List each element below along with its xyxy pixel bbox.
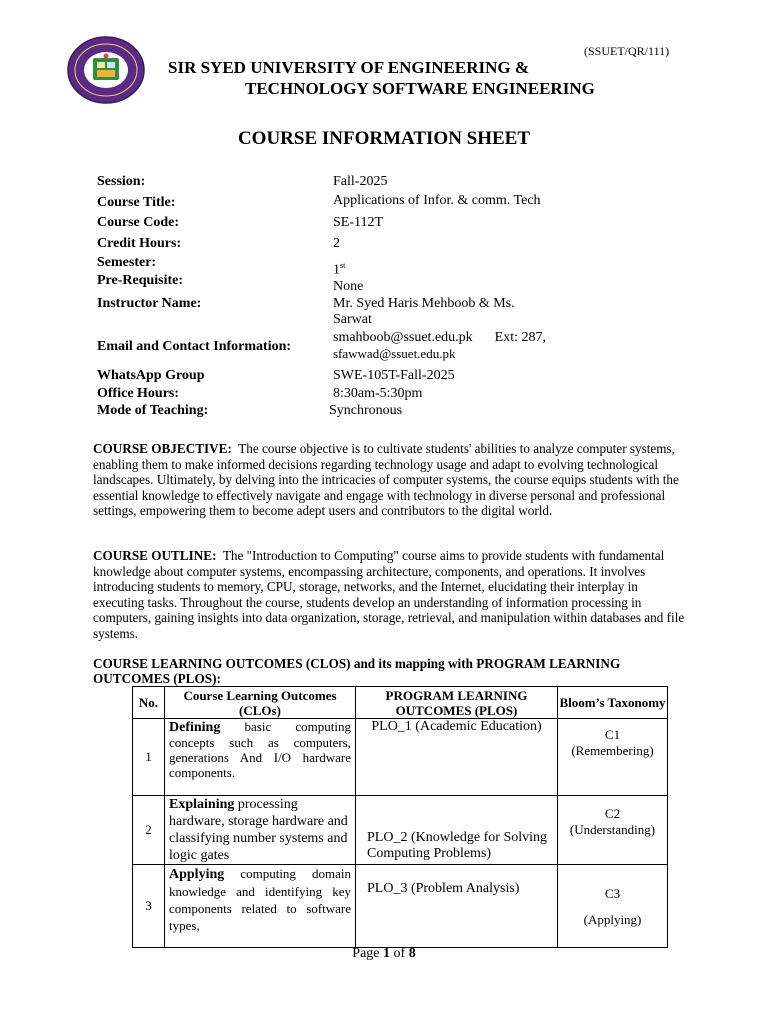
- objective-text: The course objective is to cultivate students' abilities to analyze computer systems, enabling them to make informed decisions regarding technology usage and adapt to evolving technological landscapes. Ultimately, by delving into the intricacies of computer systems, the course equips students with the essential knowledge to effectively navigate and engage with technology in diverse personal and professional settings, empowering them to become adept users and contributors to the digital world.: [93, 441, 679, 518]
- clo-text: processing hardware, storage hardware and classifying number systems and logic gates: [169, 797, 348, 863]
- mode-value: Synchronous: [329, 403, 403, 418]
- clo-verb: Applying: [169, 867, 225, 882]
- session-value: Fall-2025: [333, 174, 388, 189]
- bloom-cell: [558, 796, 668, 865]
- outline-heading: COURSE OUTLINE:: [93, 548, 217, 563]
- course-title-label: Course Title:: [97, 195, 176, 210]
- clo-text: computing domain knowledge and identifying key components related to software types,: [169, 866, 351, 933]
- university-name-line2: TECHNOLOGY SOFTWARE ENGINEERING: [245, 79, 595, 98]
- bloom-cell: [558, 865, 668, 948]
- table-row: [133, 796, 668, 865]
- semester-number: 1: [333, 262, 340, 278]
- plo-mapping: PLO_2 (Knowledge for Solving Computing Problems): [356, 796, 558, 865]
- bloom-code: C1: [604, 727, 621, 742]
- instructor-line1: Mr. Syed Haris Mehboob & Ms.: [333, 296, 515, 311]
- email-label: Email and Contact Information:: [97, 339, 292, 354]
- clo-verb: Defining: [169, 720, 221, 735]
- whatsapp-value: SWE-105T-Fall-2025: [333, 368, 455, 383]
- column-header-no: No.: [133, 687, 165, 719]
- university-name-line1: SIR SYED UNIVERSITY OF ENGINEERING &: [168, 58, 530, 77]
- clo-description: [165, 865, 356, 948]
- objective-heading: COURSE OBJECTIVE:: [93, 441, 232, 456]
- course-outline: [93, 548, 685, 641]
- page-footer: [0, 946, 768, 962]
- outline-text: The "Introduction to Computing" course aims to provide students with fundamental knowledge about computer systems, encompassing architecture, components, and operations. It involves introducing students to memory, CPU, storage, networks, and the Internet, elucidating their interplay in executing tasks. Throughout the course, students develop an understanding of information processing in computers, gaining insights into data organization, storage, retrieval, and manipulation within databases and file systems.: [93, 548, 685, 641]
- prerequisite-value: None: [333, 279, 364, 294]
- instructor-label: Instructor Name:: [97, 296, 202, 311]
- semester-label: Semester:: [97, 255, 157, 270]
- course-code-label: Course Code:: [97, 215, 180, 230]
- row-number: 1: [133, 719, 165, 796]
- column-header-plo: PROGRAM LEARNING OUTCOMES (PLOS): [356, 687, 558, 719]
- column-header-clo: Course Learning Outcomes (CLOs): [165, 687, 356, 719]
- semester-value: [333, 261, 345, 279]
- bloom-code: C3: [604, 886, 621, 901]
- extension: Ext: 287,: [494, 330, 547, 345]
- credit-hours-label: Credit Hours:: [97, 236, 182, 251]
- table-row: [133, 719, 668, 796]
- plo-mapping: PLO_3 (Problem Analysis): [356, 865, 558, 948]
- page-word: Page: [352, 946, 380, 961]
- whatsapp-label: WhatsApp Group: [97, 368, 205, 383]
- page-current: 1: [383, 946, 391, 961]
- email-primary: smahboob@ssuet.edu.pk: [333, 330, 473, 345]
- credit-hours-value: 2: [333, 236, 340, 251]
- course-objective: [93, 441, 685, 519]
- university-seal-icon: [66, 36, 146, 104]
- page-total: 8: [408, 946, 416, 961]
- row-number: 3: [133, 865, 165, 948]
- clo-table: [132, 686, 668, 948]
- form-code: (SSUET/QR/111): [584, 44, 670, 58]
- university-logo: [66, 36, 146, 104]
- mode-label: Mode of Teaching:: [97, 403, 209, 418]
- clo-verb: Explaining: [169, 797, 235, 812]
- email-secondary: sfawwad@ssuet.edu.pk: [333, 346, 456, 361]
- email-line1: [333, 330, 546, 346]
- plo-mapping: PLO_1 (Academic Education): [356, 719, 558, 796]
- row-number: 2: [133, 796, 165, 865]
- page-title: COURSE INFORMATION SHEET: [237, 128, 531, 149]
- clo-text: basic computing concepts such as computers, generations And I/O hardware components.: [169, 719, 351, 780]
- session-label: Session:: [97, 174, 146, 189]
- bloom-level: (Understanding): [569, 822, 656, 837]
- bloom-level: (Remembering): [571, 743, 654, 758]
- bloom-cell: [558, 719, 668, 796]
- column-header-bloom: Bloom’s Taxonomy: [558, 687, 668, 719]
- clo-description: [165, 719, 356, 796]
- clo-section-heading: COURSE LEARNING OUTCOMES (CLOS) and its mapping with PROGRAM LEARNING OUTCOMES (PLOS):: [93, 656, 621, 686]
- bloom-code: C2: [604, 806, 621, 821]
- table-row: [133, 865, 668, 948]
- office-hours-label: Office Hours:: [97, 386, 180, 401]
- instructor-line2: Sarwat: [333, 312, 372, 327]
- course-code-value: SE-112T: [333, 215, 384, 230]
- of-word: of: [393, 946, 406, 961]
- table-header-row: [133, 687, 668, 719]
- office-hours-value: 8:30am-5:30pm: [333, 386, 423, 401]
- semester-suffix: st: [340, 261, 346, 270]
- clo-description: [165, 796, 356, 865]
- course-title-value: Applications of Infor. & comm. Tech: [333, 193, 541, 208]
- bloom-level: (Applying): [583, 912, 642, 927]
- prerequisite-label: Pre-Requisite:: [97, 273, 184, 288]
